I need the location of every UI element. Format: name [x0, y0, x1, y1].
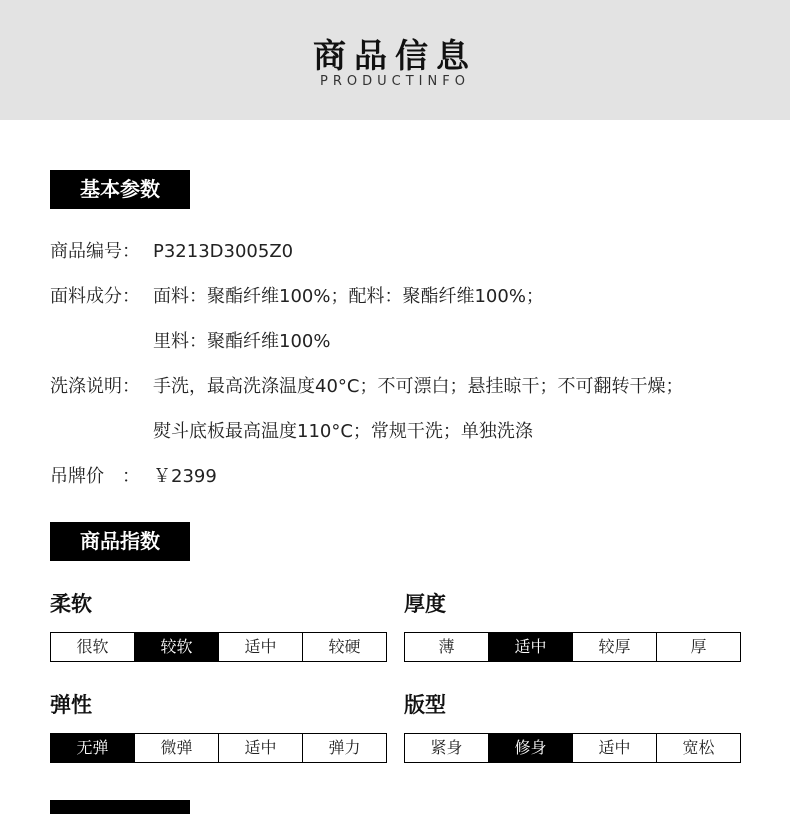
scale-option: 适中 [219, 633, 303, 661]
thickness-title: 厚度 [404, 592, 446, 616]
product-info-header [0, 0, 790, 120]
basic-params-label: 基本参数 [50, 170, 190, 209]
scale-option: 很软 [51, 633, 135, 661]
scale-option: 适中 [219, 734, 303, 762]
scale-option: 弹力 [328, 738, 361, 757]
product-code-value: P3213D3005Z0 [153, 241, 294, 262]
fabric-line-2: 里料：聚酯纤维100% [153, 331, 331, 352]
scale-option: 较厚 [573, 633, 657, 661]
thickness-scale [404, 632, 741, 662]
elasticity-title: 弹性 [50, 693, 92, 717]
scale-option: 宽松 [682, 738, 715, 757]
fit-title: 版型 [404, 693, 446, 717]
next-section-label [50, 800, 190, 814]
wash-row [50, 372, 683, 398]
wash-key: 洗涤说明： [50, 376, 140, 397]
fit-scale [404, 733, 741, 763]
fabric-key: 面料成分： [50, 286, 140, 307]
price-row [50, 462, 217, 488]
scale-option: 适中 [573, 734, 657, 762]
scale-option: 厚 [690, 637, 707, 656]
fabric-line-1: 面料：聚酯纤维100%；配料：聚酯纤维100%； [153, 286, 544, 307]
scale-option: 薄 [405, 633, 489, 661]
wash-line-2: 熨斗底板最高温度110°C；常规干洗；单独洗涤 [153, 421, 533, 442]
product-index-label: 商品指数 [50, 522, 190, 561]
wash-line-1: 手洗，最高洗涤温度40°C；不可漂白；悬挂晾干；不可翻转干燥； [153, 376, 684, 397]
softness-scale [50, 632, 387, 662]
scale-option: 无弹 [51, 734, 135, 762]
softness-title: 柔软 [50, 592, 92, 616]
elasticity-scale [50, 733, 387, 763]
scale-option: 修身 [489, 734, 573, 762]
header-subtitle: PRODUCTINFO [320, 74, 470, 89]
scale-option: 紧身 [405, 734, 489, 762]
scale-option: 微弹 [135, 734, 219, 762]
product-code-key: 商品编号： [50, 241, 140, 262]
product-code-row [50, 237, 293, 263]
fabric-row [50, 282, 544, 308]
scale-option: 适中 [489, 633, 573, 661]
header-title: 商品信息 [313, 36, 477, 75]
price-key: 吊牌价 ： [50, 466, 140, 487]
scale-option: 较硬 [328, 637, 361, 656]
scale-option: 较软 [135, 633, 219, 661]
price-value: ￥2399 [153, 466, 217, 487]
